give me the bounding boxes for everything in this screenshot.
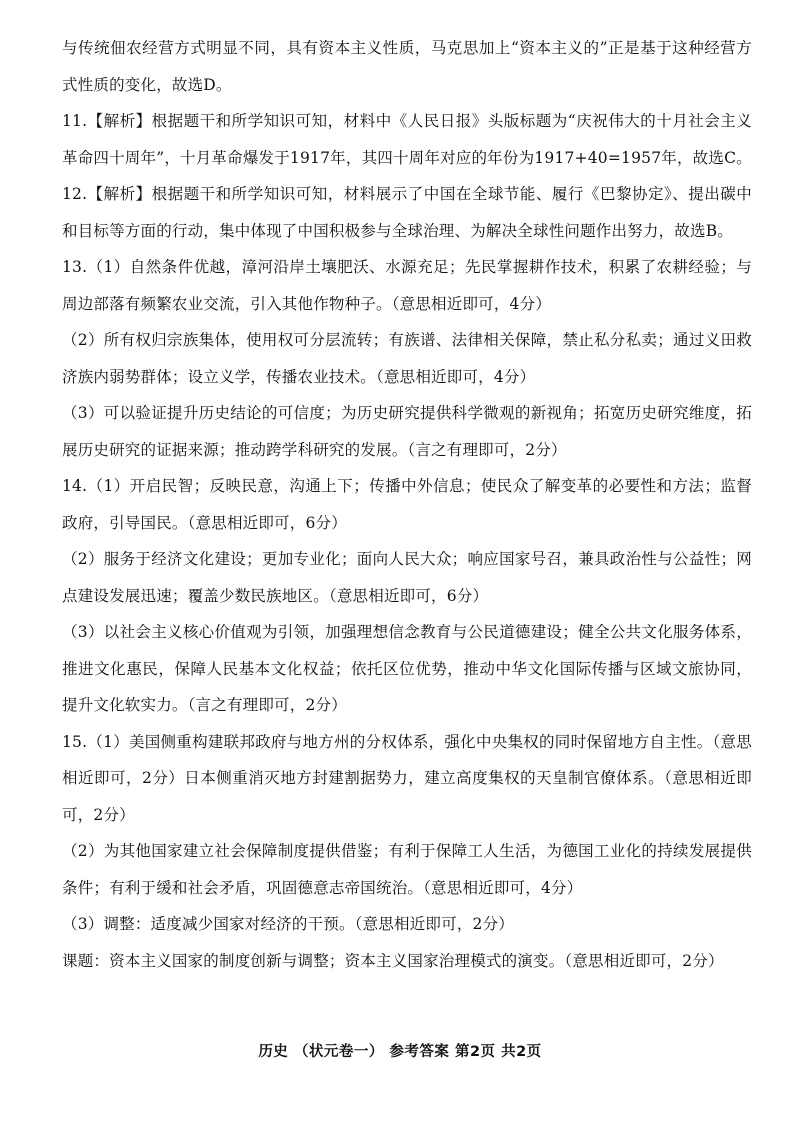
answer-15-part-1: 15.（1）美国侧重构建联邦政府与地方州的分权体系，强化中央集权的同时保留地方自主性。（意思相近即可，2分）日本侧重消灭地方封建割据势力，建立高度集权的天皇制官僚体系。（意思相近即可，2分） bbox=[62, 732, 752, 824]
answer-13-part-1: 13.（1）自然条件优越，漳河沿岸土壤肥沃、水源充足；先民掌握耕作技术，积累了农耕经验；与周边部落有频繁农业交流，引入其他作物种子。（意思相近即可，4分） bbox=[62, 258, 752, 313]
answer-15-topic: 课题：资本主义国家的制度创新与调整；资本主义国家治理模式的演变。（意思相近即可，2分） bbox=[62, 951, 724, 970]
answer-14-part-2: （2）服务于经济文化建设；更加专业化；面向人民大众；响应国家号召，兼具政治性与公益性；网点建设发展迅速；覆盖少数民族地区。（意思相近即可，6分） bbox=[62, 550, 752, 605]
answer-15-part-3: （3）调整：适度减少国家对经济的干预。（意思相近即可，2分） bbox=[62, 915, 514, 933]
answer-14-part-1: 14.（1）开启民智；反映民意，沟通上下；传播中外信息；使民众了解变革的必要性和方法；监督政府，引导国民。（意思相近即可，6分） bbox=[62, 477, 752, 532]
paragraph-continuation: 与传统佃农经营方式明显不同，具有资本主义性质，马克思加上“资本主义的”正是基于这种经营方式性质的变化，故选D。 bbox=[62, 39, 752, 94]
answer-11: 11.【解析】根据题干和所学知识可知，材料中《人民日报》头版标题为“庆祝伟大的十月社会主义革命四十周年”，十月革命爆发于1917年，其四十周年对应的年份为1917+40=1957年，故选C。 bbox=[62, 112, 752, 167]
answer-12: 12.【解析】根据题干和所学知识可知，材料展示了中国在全球节能、履行《巴黎协定》、提出碳中和目标等方面的行动，集中体现了中国积极参与全球治理、为解决全球性问题作出努力，故选B。 bbox=[62, 185, 752, 240]
answer-13-part-3: （3）可以验证提升历史结论的可信度；为历史研究提供科学微观的新视角；拓宽历史研究维度，拓展历史研究的证据来源；推动跨学科研究的发展。（言之有理即可，2分） bbox=[62, 404, 752, 459]
answer-13-part-2: （2）所有权归宗族集体，使用权可分层流转；有族谱、法律相关保障，禁止私分私卖；通过义田救济族内弱势群体；设立义学，传播农业技术。（意思相近即可，4分） bbox=[62, 331, 752, 386]
page-footer: 历史 （状元卷一） 参考答案 第2页 共2页 bbox=[258, 1044, 542, 1060]
answer-15-part-2: （2）为其他国家建立社会保障制度提供借鉴；有利于保障工人生活，为德国工业化的持续发展提供条件；有利于缓和社会矛盾，巩固德意志帝国统治。（意思相近即可，4分） bbox=[62, 842, 752, 897]
answer-14-part-3: （3）以社会主义核心价值观为引领，加强理想信念教育与公民道德建设；健全公共文化服务体系，推进文化惠民，保障人民基本文化权益；依托区位优势，推动中华文化国际传播与区域文旅协同，提升文化软实力。（言之有理即可，2分） bbox=[62, 623, 752, 714]
answer-content bbox=[62, 30, 752, 979]
